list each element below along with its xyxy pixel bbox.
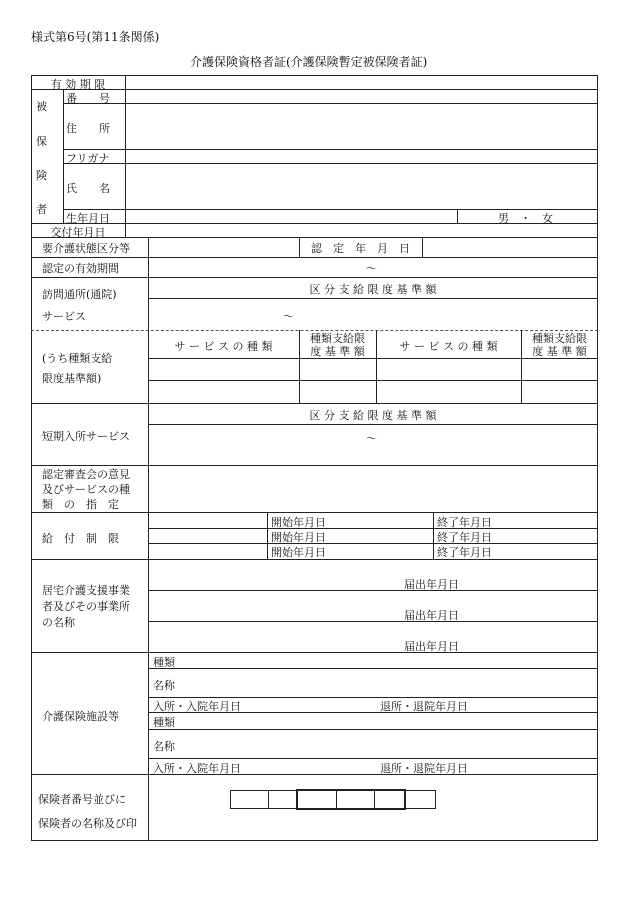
facility-name-1: 名称 [153,679,175,692]
benefit-start-3: 開始年月日 [271,546,326,559]
benefit-end-3: 終了年月日 [437,546,492,559]
gender-options: 男 ・ 女 [498,212,553,225]
insurer-label-1: 保険者番号並びに [38,793,126,806]
committee-opinion-label: 認定審査会の意見 及びサービスの種 類 の 指 定 [42,468,130,511]
benefit-end-2: 終了年月日 [437,531,492,544]
furigana-label: フリガナ [66,152,110,165]
admission-date-1: 入所・入院年月日 [153,700,241,713]
report-date-2: 届出年月日 [404,609,459,622]
discharge-date-2: 退所・退院年月日 [380,762,468,775]
cert-date-label: 認 定 年 月 日 [311,242,410,255]
home-service-label-1: 訪問通所(通院) [42,288,117,301]
name-label: 氏 名 [66,182,110,195]
facility-kind-1: 種類 [153,656,175,669]
short-stay-limit-header: 区 分 支 給 限 度 基 準 額 [309,409,437,422]
type-limit-header-1: 種類支給限 度 基 準 額 [310,332,365,358]
certificate-table [31,75,598,841]
facility-label: 介護保険施設等 [42,710,119,723]
benefit-end-1: 終了年月日 [437,516,492,529]
type-limit-header-2: 種類支給限 度 基 準 額 [532,332,587,358]
insured-group-char-1: 被 [36,100,47,113]
facility-name-2: 名称 [153,740,175,753]
care-plan-provider-label: 居宅介護支援事業 者及びその事業所 の名称 [42,584,130,629]
insured-group-char-3: 険 [36,169,47,182]
insurer-number-highlight [296,789,406,810]
report-date-1: 届出年月日 [404,578,459,591]
home-service-label-2: サービス [42,310,86,323]
insurer-label-2: 保険者の名称及び印 [38,817,137,830]
type-limit-label-2: 限度基準額) [42,372,102,385]
cert-period-label: 認定の有効期間 [42,262,119,275]
cert-period-tilde: 〜 [366,262,377,275]
report-date-3: 届出年月日 [404,640,459,653]
number-label: 番 号 [66,92,110,105]
document-title: 介護保険資格者証(介護保険暫定被保険者証) [190,55,428,69]
service-type-header-1: サ ー ビ ス の 種 類 [174,340,273,353]
service-type-header-2: サ ー ビ ス の 種 類 [399,340,498,353]
type-limit-label-1: (うち種類支給 [42,352,113,365]
benefit-start-2: 開始年月日 [271,531,326,544]
short-stay-tilde: 〜 [366,432,377,445]
care-level-label: 要介護状態区分等 [42,242,130,255]
facility-kind-2: 種類 [153,716,175,729]
validity-label: 有 効 期 限 [50,78,106,91]
birthdate-label: 生年月日 [66,212,110,225]
insured-group-char-2: 保 [36,135,47,148]
benefit-start-1: 開始年月日 [271,516,326,529]
home-service-limit-header: 区 分 支 給 限 度 基 準 額 [309,283,437,296]
home-service-tilde: 〜 [283,310,294,323]
benefit-restriction-label: 給 付 制 限 [42,532,119,545]
insured-group-char-4: 者 [36,203,47,216]
address-label: 住 所 [66,122,110,135]
short-stay-label: 短期入所サービス [42,430,130,443]
form-number: 様式第6号(第11条関係) [31,30,160,44]
issue-date-label: 交付年月日 [50,226,106,239]
admission-date-2: 入所・入院年月日 [153,762,241,775]
discharge-date-1: 退所・退院年月日 [380,700,468,713]
